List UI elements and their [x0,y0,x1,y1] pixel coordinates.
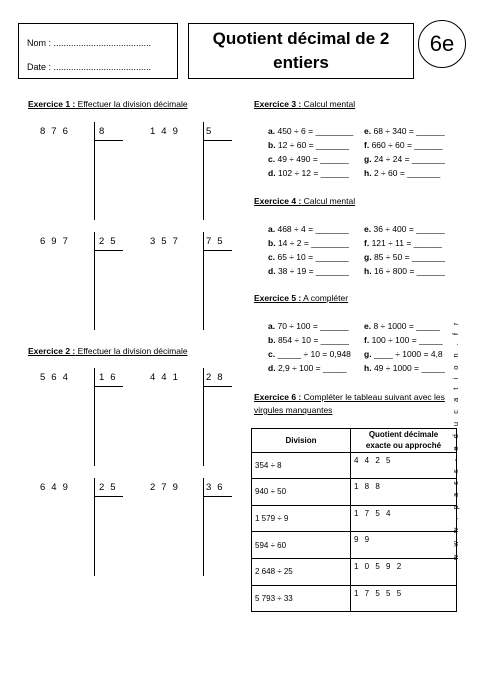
table-row [252,558,457,585]
divisor: 8 [99,126,111,137]
ex3-item-g[interactable]: g. 24 ÷ 24 = _______ [364,154,446,164]
ex5-item-e[interactable]: e. 8 ÷ 1000 = _____ [364,321,440,331]
division-horizontal-line [94,140,123,141]
division-horizontal-line [203,140,232,141]
table-row [252,479,457,506]
division-horizontal-line [94,386,123,387]
ex5-item-c[interactable]: c. _____ ÷ 10 = 0,948 [268,349,351,359]
page-title-line1: Quotient décimal de 2 [212,29,390,48]
division-cell: 594 ÷ 60 [252,532,351,559]
ex3-item-f[interactable]: f. 660 ÷ 60 = ______ [364,140,443,150]
divisor: 16 [99,372,122,383]
dividend: 649 [40,482,74,493]
ex5-label: Exercice 5 : [254,293,302,303]
ex2-title [28,346,188,356]
ex4-item-a[interactable]: a. 468 ÷ 4 = _______ [268,224,349,234]
division-cell: 940 ÷ 50 [252,479,351,506]
table-header-row [252,429,457,453]
date-field[interactable]: Date : ....................................... [27,62,152,72]
table-row [252,452,457,479]
ex4-item-b[interactable]: b. 14 ÷ 2 = ________ [268,238,350,248]
page-title-line2: entiers [273,53,329,72]
quotient-cell[interactable]: 1 7 5 5 5 [351,585,457,612]
division-cell: 5 793 ÷ 33 [252,585,351,612]
division-vertical-line [203,478,204,576]
ex4-item-g[interactable]: g. 85 ÷ 50 = _______ [364,252,446,262]
title-box [188,23,414,79]
col-division-header: Division [252,429,351,453]
division-vertical-line [94,368,95,466]
dividend: 357 [150,236,184,247]
name-field[interactable]: Nom : ....................................... [27,38,152,48]
dividend: 697 [40,236,74,247]
divisor: 28 [206,372,229,383]
ex3-title [254,99,355,109]
ex5-text: A compléter [301,293,349,303]
dividend: 149 [150,126,184,137]
division-horizontal-line [94,496,123,497]
ex2-text: Effectuer la division décimale [75,346,188,356]
ex3-text: Calcul mental [301,99,356,109]
ex3-item-d[interactable]: d. 102 ÷ 12 = ______ [268,168,350,178]
ex6-title [254,391,445,417]
ex4-item-f[interactable]: f. 121 ÷ 11 = ______ [364,238,443,248]
ex1-title [28,99,188,109]
division-cell: 354 ÷ 8 [252,452,351,479]
division-vertical-line [94,122,95,220]
grade-badge: 6e [418,20,466,68]
table-row [252,585,457,612]
watermark: w w w . p a s s - e d u c a t i o n . f r [451,319,460,560]
division-vertical-line [203,232,204,330]
ex3-item-e[interactable]: e. 68 ÷ 340 = ______ [364,126,445,136]
quotient-cell[interactable]: 1 0 5 9 2 [351,558,457,585]
dividend: 876 [40,126,74,137]
division-cell: 1 579 ÷ 9 [252,505,351,532]
ex6-text-line2: virgules manquantes [254,405,333,415]
ex3-item-a[interactable]: a. 450 ÷ 6 = ________ [268,126,354,136]
divisor: 75 [206,236,229,247]
ex5-item-h[interactable]: h. 49 ÷ 1000 = _____ [364,363,446,373]
division-vertical-line [94,232,95,330]
division-cell: 2 648 ÷ 25 [252,558,351,585]
quotient-cell[interactable]: 1 7 5 4 [351,505,457,532]
division-vertical-line [94,478,95,576]
ex4-label: Exercice 4 : [254,196,302,206]
ex4-title [254,196,355,206]
ex2-label: Exercice 2 : [28,346,76,356]
ex5-item-g[interactable]: g. ____ ÷ 1000 = 4,8 [364,349,443,359]
ex5-item-a[interactable]: a. 70 ÷ 100 = ______ [268,321,349,331]
divisor: 25 [99,482,122,493]
quotient-cell[interactable]: 9 9 [351,532,457,559]
ex4-item-h[interactable]: h. 16 ÷ 800 = ______ [364,266,446,276]
dividend: 279 [150,482,184,493]
divisor: 36 [206,482,229,493]
division-horizontal-line [203,250,232,251]
ex4-item-e[interactable]: e. 36 ÷ 400 = ______ [364,224,445,234]
division-vertical-line [203,122,204,220]
divisor: 5 [206,126,218,137]
division-vertical-line [203,368,204,466]
name-date-box [18,23,178,79]
ex5-item-b[interactable]: b. 854 ÷ 10 = ______ [268,335,350,345]
col-quotient-header: Quotient décimale exacte ou approché [351,429,457,453]
ex3-label: Exercice 3 : [254,99,302,109]
ex5-title [254,293,348,303]
division-horizontal-line [203,496,232,497]
table-row [252,532,457,559]
ex4-item-c[interactable]: c. 65 ÷ 10 = _______ [268,252,349,262]
division-horizontal-line [203,386,232,387]
division-horizontal-line [94,250,123,251]
ex4-item-d[interactable]: d. 38 ÷ 19 = _______ [268,266,350,276]
ex4-text: Calcul mental [301,196,356,206]
ex3-item-c[interactable]: c. 49 ÷ 490 = ______ [268,154,349,164]
ex1-label: Exercice 1 : [28,99,76,109]
ex3-item-b[interactable]: b. 12 ÷ 60 = _______ [268,140,350,150]
divisor: 25 [99,236,122,247]
quotient-cell[interactable]: 1 8 8 [351,479,457,506]
table-row [252,505,457,532]
ex6-label: Exercice 6 : [254,392,302,402]
ex6-table [251,428,457,612]
ex1-text: Effectuer la division décimale [75,99,188,109]
dividend: 564 [40,372,74,383]
ex6-text-line1: Compléter le tableau suivant avec les [301,392,445,402]
ex3-item-h[interactable]: h. 2 ÷ 60 = _______ [364,168,441,178]
dividend: 441 [150,372,184,383]
ex5-item-d[interactable]: d. 2,9 ÷ 100 = _____ [268,363,347,373]
ex5-item-f[interactable]: f. 100 ÷ 100 = _____ [364,335,443,345]
quotient-cell[interactable]: 4 4 2 5 [351,452,457,479]
